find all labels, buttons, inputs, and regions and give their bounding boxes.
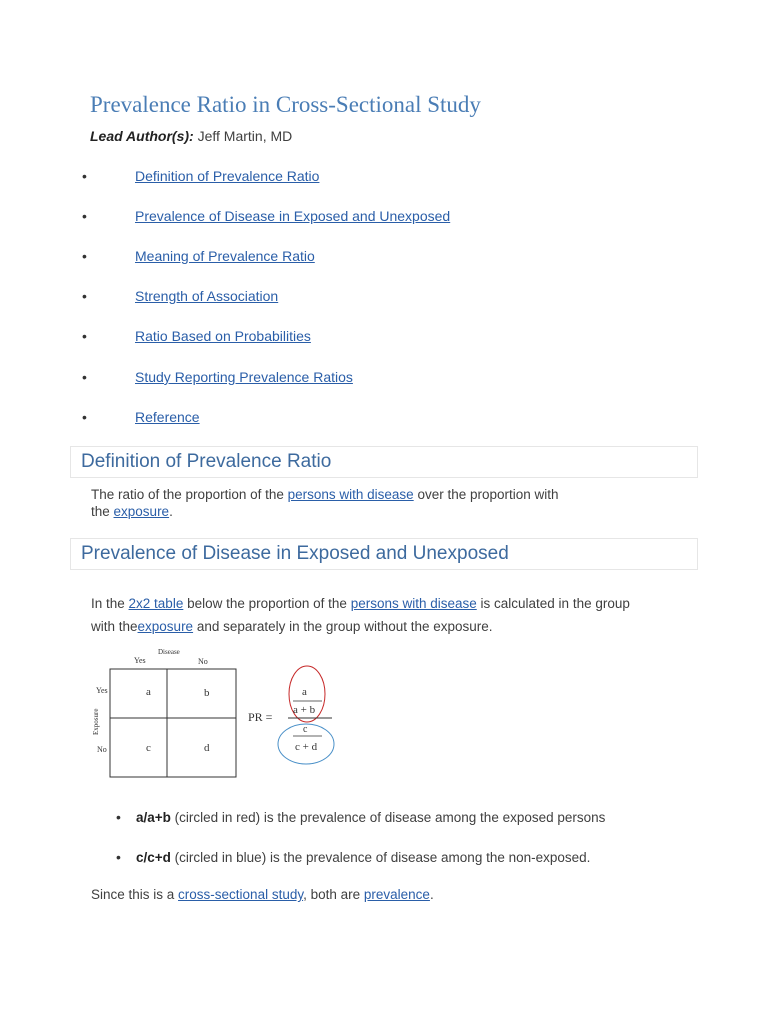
numerator-bottom: a + b [293, 704, 316, 716]
bullet: • [82, 369, 87, 385]
text-run: (circled in blue) is the prevalence of disease among the non-exposed. [170, 850, 591, 865]
yes-top-label: Yes [134, 656, 146, 665]
link-2x2-table[interactable]: 2x2 table [128, 596, 184, 611]
text-run: , both are [303, 887, 364, 902]
yes-side-label: Yes [96, 686, 108, 695]
section-heading-prevalence [70, 538, 698, 570]
no-top-label: No [198, 657, 208, 666]
table-border [110, 669, 236, 777]
text-run: Since this is a [91, 887, 179, 902]
toc-item [0, 369, 600, 389]
bold-term: c/c+d [136, 850, 171, 865]
toc-item [0, 248, 600, 268]
bullet: • [116, 849, 121, 865]
link-exposure[interactable]: exposure [137, 619, 194, 634]
list-item-text [136, 810, 605, 825]
bullet: • [82, 328, 87, 344]
list-item [0, 850, 700, 870]
toc-link-reference[interactable]: Reference [135, 409, 200, 425]
page-title: Prevalence Ratio in Cross-Sectional Study [90, 92, 481, 117]
text-run: and separately in the group without the exposure. [193, 619, 493, 634]
numerator-top: a [302, 686, 307, 698]
author-label: Lead Author(s): [90, 128, 194, 144]
link-prevalence[interactable]: prevalence [363, 887, 430, 902]
link-persons-with-disease[interactable]: persons with disease [287, 487, 414, 502]
toc-item [0, 288, 600, 308]
bullet: • [82, 208, 87, 224]
toc-item [0, 328, 600, 348]
denominator-top: c [303, 724, 308, 735]
bullet: • [116, 809, 121, 825]
denominator-bottom: c + d [295, 741, 318, 753]
cell-c: c [146, 742, 151, 754]
author-line [90, 128, 292, 144]
closing-paragraph [91, 886, 691, 903]
two-by-two-table-figure [90, 643, 350, 783]
toc-item [0, 409, 600, 429]
toc-link-study-reporting[interactable]: Study Reporting Prevalence Ratios [135, 369, 353, 385]
exposure-label: Exposure [92, 708, 100, 735]
disease-label: Disease [158, 648, 180, 656]
pr-label: PR = [248, 710, 273, 724]
text-run: . [429, 887, 434, 902]
text-run: with the [91, 619, 138, 634]
cell-b: b [204, 687, 210, 699]
text-run: below the proportion of the [183, 596, 351, 611]
toc-link-definition[interactable]: Definition of Prevalence Ratio [135, 168, 320, 184]
prevalence-paragraph [91, 592, 691, 638]
bullet: • [82, 409, 87, 425]
cell-d: d [204, 742, 210, 754]
toc-link-probabilities[interactable]: Ratio Based on Probabilities [135, 328, 311, 344]
cell-a: a [146, 686, 151, 698]
toc-link-prevalence-exposed[interactable]: Prevalence of Disease in Exposed and Unexposed [135, 208, 451, 224]
author-name: Jeff Martin, MD [197, 128, 293, 144]
toc-item [0, 208, 600, 228]
bullet: • [82, 248, 87, 264]
toc-link-strength[interactable]: Strength of Association [135, 288, 279, 304]
list-item [0, 810, 700, 830]
text-run: The ratio of the proportion of the [91, 487, 288, 502]
bullet: • [82, 168, 87, 184]
no-side-label: No [97, 745, 107, 754]
bold-term: a/a+b [136, 810, 171, 825]
link-cross-sectional-study[interactable]: cross-sectional study [178, 887, 304, 902]
text-run: . [169, 504, 173, 519]
text-run: In the [91, 596, 129, 611]
list-item-text [136, 850, 590, 865]
section-heading-text: Prevalence of Disease in Exposed and Unexposed [81, 543, 509, 564]
text-run: (circled in red) is the prevalence of disease among the exposed persons [170, 810, 606, 825]
section-heading-definition [70, 446, 698, 478]
text-run: the [91, 504, 114, 519]
toc-item [0, 168, 600, 188]
text-run: over the proportion with [413, 487, 559, 502]
section-heading-text: Definition of Prevalence Ratio [81, 451, 332, 472]
definition-paragraph [91, 486, 651, 520]
toc-link-meaning[interactable]: Meaning of Prevalence Ratio [135, 248, 315, 264]
text-run: is calculated in the group [476, 596, 630, 611]
bullet: • [82, 288, 87, 304]
link-exposure[interactable]: exposure [113, 504, 170, 519]
link-persons-with-disease[interactable]: persons with disease [350, 596, 477, 611]
